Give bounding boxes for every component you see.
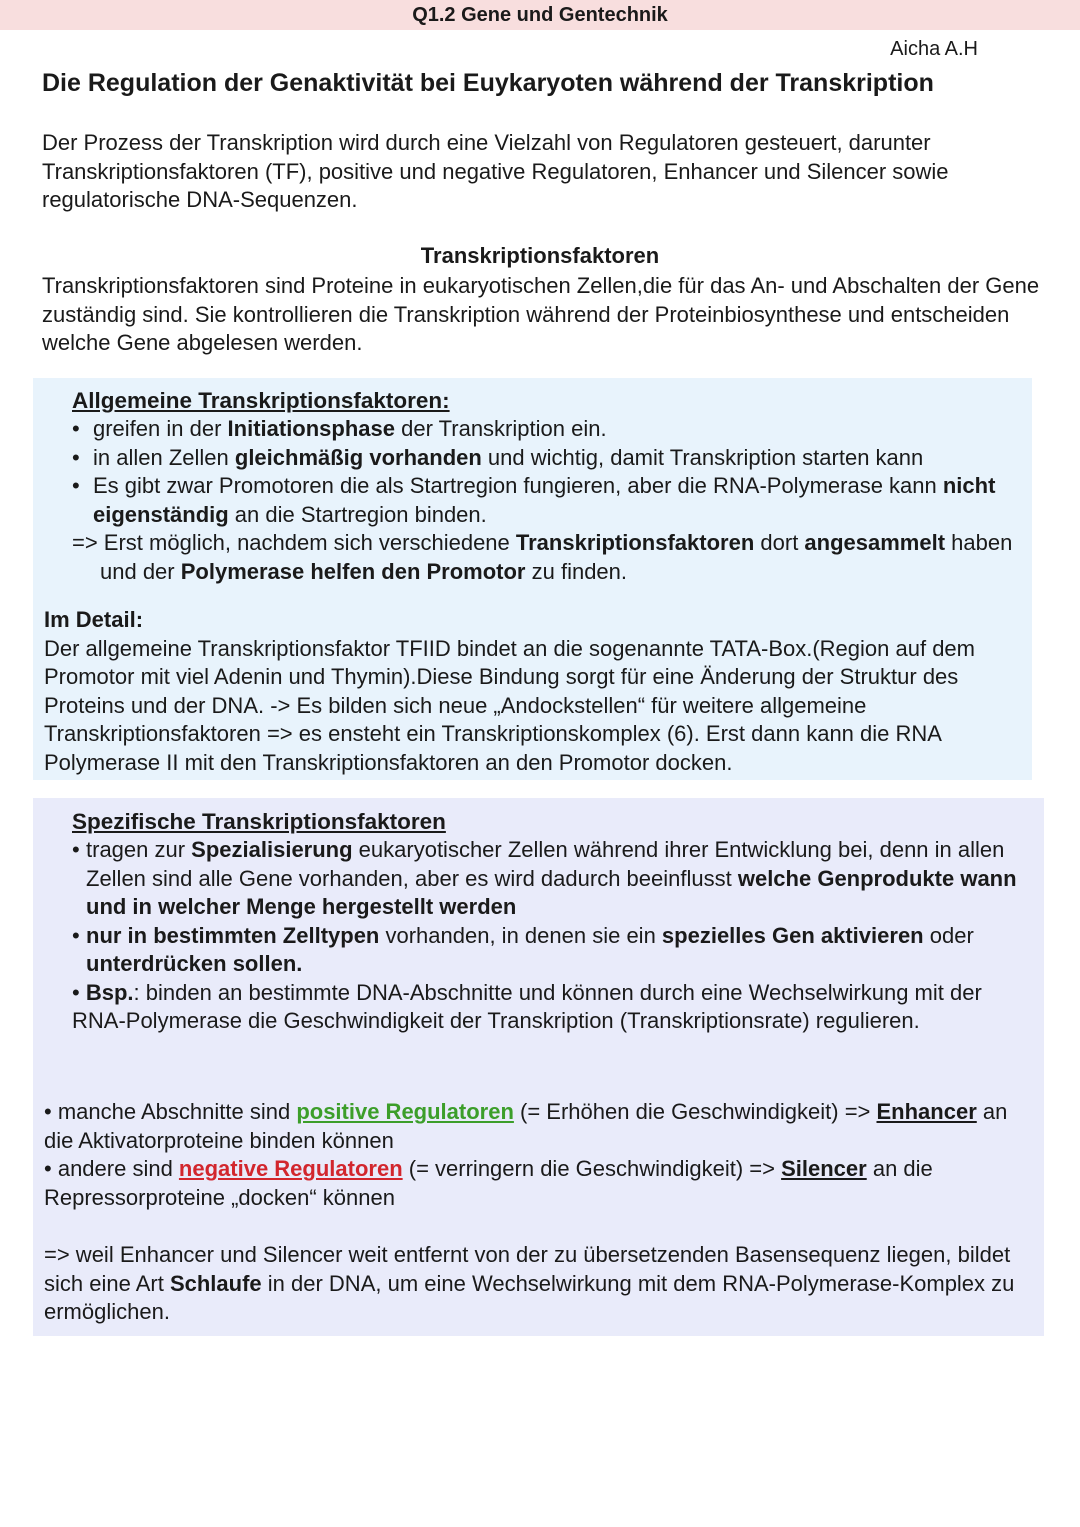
positive-regulators-item: • manche Abschnitte sind positive Regulatoren (= Erhöhen die Geschwindigkeit) => Enhancer an die Aktivatorproteine binden können bbox=[44, 1099, 1008, 1153]
intro-paragraph: Der Prozess der Transkription wird durch eine Vielzahl von Regulatoren gesteuert, darunter Transkriptionsfaktoren (TF), positive und negative Regulatoren, Enhancer und Silencer sowie regulatorische DNA-Sequenzen. bbox=[42, 130, 949, 212]
detail-text: Der allgemeine Transkriptionsfaktor TFIID bindet an die sogenannte TATA-Box.(Region auf dem Promotor mit viel Adenin und Thymin).Diese Bindung sorgt für eine Änderung der Struktur des Proteins und der DNA. -> Es bilden sich neue „Andockstellen“ für weitere allgemeine Transkriptionsfaktoren => es ensteht ein Transkriptionskomplex (6). Erst dann kann die RNA Polymerase II mit den Transkriptionsfaktoren an den Promotor docken. bbox=[44, 635, 975, 775]
list-item: • nur in bestimmten Zelltypen vorhanden, in denen sie ein spezielles Gen aktivieren oder unterdrücken sollen. bbox=[72, 922, 974, 976]
list-item: • Es gibt zwar Promotoren die als Startregion fungieren, aber die RNA-Polymerase kann nicht eigenständig an die Startregion binden. bbox=[72, 473, 996, 527]
page-title: Die Regulation der Genaktivität bei Euykaryoten während der Transkription bbox=[42, 69, 934, 97]
detail-heading: Im Detail: bbox=[44, 607, 144, 632]
section-heading-tf: Transkriptionsfaktoren bbox=[420, 243, 660, 268]
list-item: • Bsp.: binden an bestimmte DNA-Abschnitte und können durch eine Wechselwirkung mit der RNA-Polymerase die Geschwindigkeit der Transkription (Transkriptionsrate) regulieren. bbox=[72, 979, 982, 1033]
course-header-bar bbox=[0, 0, 1080, 30]
regulators-block bbox=[44, 1098, 1029, 1212]
general-tf-heading: Allgemeine Transkriptionsfaktoren: bbox=[72, 388, 450, 413]
specific-tf-list bbox=[72, 808, 1022, 1036]
detail-block bbox=[44, 606, 1019, 777]
conclusion-line: => Erst möglich, nachdem sich verschiedene Transkriptionsfaktoren dort angesammelt haben und der Polymerase helfen den Promotor zu finden. bbox=[72, 530, 1013, 584]
course-title: Q1.2 Gene und Gentechnik bbox=[412, 4, 668, 26]
specific-tf-heading: Spezifische Transkriptionsfaktoren bbox=[72, 809, 446, 834]
general-tf-list bbox=[72, 387, 1022, 586]
specific-tf-box bbox=[33, 798, 1044, 1336]
tf-definition: Transkriptionsfaktoren sind Proteine in eukaryotischen Zellen,die für das An- und Abschalten der Gene zuständig sind. Sie kontrollieren die Transkription während der Proteinbiosynthese und entscheiden welche Gene abgelesen werden. bbox=[42, 273, 1040, 355]
list-item: • in allen Zellen gleichmäßig vorhanden und wichtig, damit Transkription starten kann bbox=[72, 444, 924, 470]
loop-paragraph: => weil Enhancer und Silencer weit entfernt von der zu übersetzenden Basensequenz liegen, bildet sich eine Art Schlaufe in der DNA, um eine Wechselwirkung mit dem RNA-Polymerase-Komplex zu ermöglichen. bbox=[44, 1242, 1015, 1324]
author-name: Aicha A.H bbox=[890, 38, 978, 60]
general-tf-box bbox=[33, 378, 1032, 780]
list-item: • greifen in der Initiationsphase der Transkription ein. bbox=[72, 416, 607, 441]
list-item: • tragen zur Spezialisierung eukaryotischer Zellen während ihrer Entwicklung bei, denn in allen Zellen sind alle Gene vorhanden, aber es wird dadurch beeinflusst welche Genprodukte wann und in welcher Menge hergestellt werden bbox=[72, 837, 1017, 919]
negative-regulators-item: • andere sind negative Regulatoren (= verringern die Geschwindigkeit) => Silencer an die Repressorproteine „docken“ können bbox=[44, 1156, 933, 1210]
